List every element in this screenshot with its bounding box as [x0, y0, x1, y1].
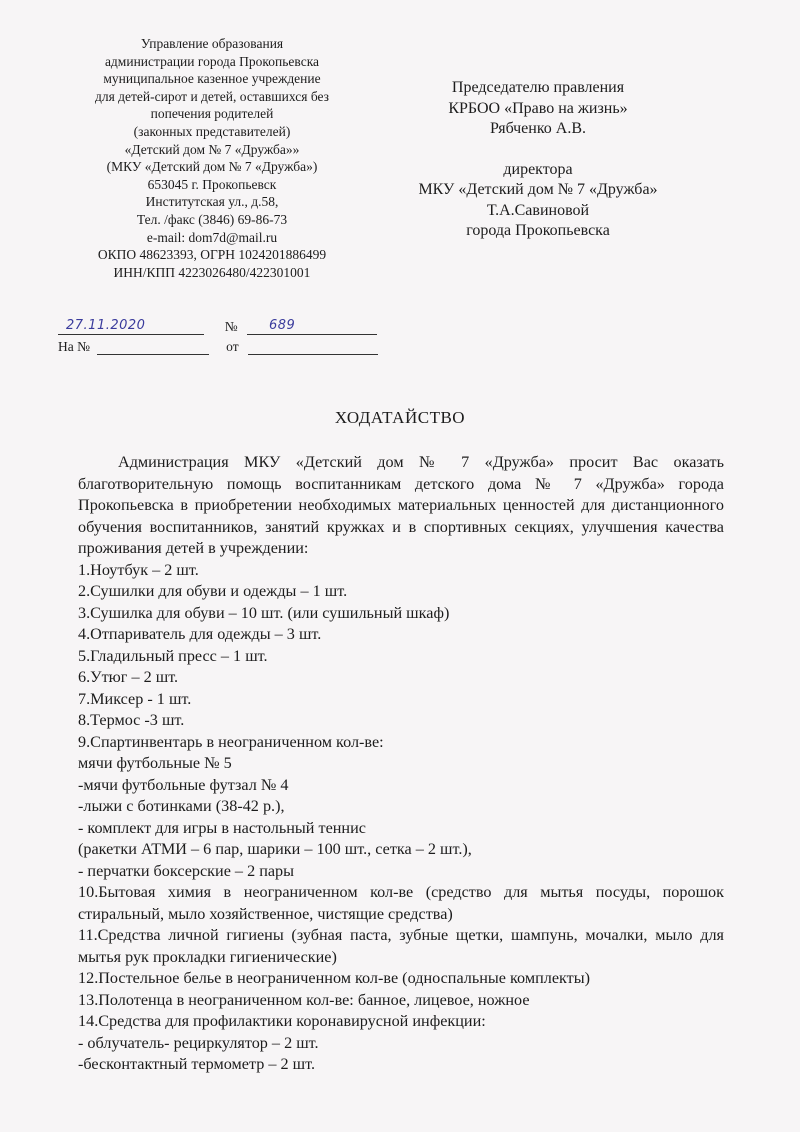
document-body: [78, 452, 724, 1076]
sender-line: Институтская ул., д.58,: [145, 194, 279, 210]
handwritten-number: 689: [269, 318, 296, 333]
sender-line: (МКУ «Детский дом № 7 «Дружба»): [106, 159, 318, 175]
ref-label: На №: [58, 339, 90, 354]
intro-paragraph: Администрация МКУ «Детский дом № 7 «Дружба» просит Вас оказать благотворительную помощь воспитанникам детского дома № 7 «Дружба» города Прокопьевска в приобретении необходимых материальных ценностей для дистанционного обучения воспитанников, занятий кружках и в спортивных секциях, улучшения качества проживания детей в учреждении:: [78, 453, 724, 557]
sender-line: для детей-сирот и детей, оставшихся без: [94, 88, 330, 104]
incoming-reference-line: [58, 338, 378, 355]
list-subitem: -бесконтактный термометр – 2 шт.: [78, 1055, 316, 1073]
sender-email: e-mail: dom7d@mail.ru: [146, 229, 278, 245]
sender-line: ОКПО 48623393, ОГРН 1024201886499: [97, 247, 327, 263]
handwritten-date: 27.11.2020: [66, 318, 146, 333]
sender-line: Управление образования: [140, 36, 284, 51]
list-subitem: (ракетки АТМИ – 6 пар, шарики – 100 шт., сетка – 2 шт.),: [78, 840, 472, 858]
list-subitem: -мячи футбольные футзал № 4: [78, 775, 289, 794]
addressee-block: [388, 78, 688, 242]
sender-line: Тел. /факс (3846) 69-86-73: [136, 211, 288, 227]
sender-line: муниципальное казенное учреждение: [103, 71, 321, 87]
list-item: 10.Бытовая химия в неограниченном кол-ве (средство для мытья посуды, порошок стиральный, мыло хозяйственное, чистящие средства): [78, 883, 724, 923]
from-label: от: [226, 339, 239, 354]
addressee-line: КРБОО «Право на жизнь»: [448, 99, 628, 117]
list-item: 11.Средства личной гигиены (зубная паста, зубные щетки, шампунь, мочалки, мыло для мытья рук прокладки гигиенические): [78, 926, 724, 966]
ref-number-field: [97, 338, 209, 355]
sender-line: (законных представителей): [133, 123, 291, 139]
number-field: [247, 318, 377, 335]
list-item: 3.Сушилка для обуви – 10 шт. (или сушильный шкаф): [78, 603, 450, 622]
list-item: 12.Постельное белье в неограниченном кол-ве (односпальные комплекты): [78, 969, 590, 987]
addressee-line: Председателю правления: [451, 79, 625, 96]
request-list: [78, 560, 724, 1076]
list-item: 4.Отпариватель для одежды – 3 шт.: [78, 625, 322, 643]
list-item: 6.Утюг – 2 шт.: [78, 668, 179, 686]
list-item: 2.Сушилки для обуви и одежды – 1 шт.: [78, 582, 348, 600]
sender-line: администрации города Прокопьевска: [104, 53, 320, 69]
list-subitem: - комплект для игры в настольный теннис: [78, 818, 366, 837]
list-item: 7.Миксер - 1 шт.: [78, 689, 192, 708]
author-line: МКУ «Детский дом № 7 «Дружба»: [418, 181, 658, 198]
list-item: 1.Ноутбук – 2 шт.: [78, 560, 199, 579]
list-subitem: - облучатель- рециркулятор – 2 шт.: [78, 1033, 319, 1052]
list-item: 13.Полотенца в неограниченном кол-ве: банное, лицевое, ножное: [78, 990, 530, 1009]
list-item: 14.Средства для профилактики коронавирусной инфекции:: [78, 1012, 486, 1030]
list-item: 8.Термос -3 шт.: [78, 711, 185, 729]
list-subitem: -лыжи с ботинками (38-42 р.),: [78, 797, 285, 815]
author-line: директора: [503, 160, 573, 178]
document-title: ХОДАТАЙСТВО: [334, 408, 466, 427]
sender-line: 653045 г. Прокопьевск: [147, 176, 277, 192]
outgoing-registration-line: [58, 318, 377, 335]
sender-block: [52, 35, 372, 281]
sender-line: «Детский дом № 7 «Дружба»»: [124, 141, 300, 157]
author-line: Т.А.Савиновой: [486, 201, 590, 219]
ref-date-field: [248, 338, 378, 355]
list-subitem: мячи футбольные № 5: [78, 754, 232, 772]
list-item: 5.Гладильный пресс – 1 шт.: [78, 646, 268, 665]
date-field: [58, 318, 204, 335]
sender-line: ИНН/КПП 4223026480/422301001: [113, 264, 311, 280]
list-item: 9.Спартинвентарь в неограниченном кол-ве:: [78, 732, 384, 751]
list-subitem: - перчатки боксерские – 2 пары: [78, 861, 295, 880]
sender-line: попечения родителей: [150, 106, 274, 122]
author-line: города Прокопьевска: [466, 222, 610, 239]
addressee-line: Рябченко А.В.: [489, 120, 587, 137]
number-label: №: [224, 319, 238, 334]
